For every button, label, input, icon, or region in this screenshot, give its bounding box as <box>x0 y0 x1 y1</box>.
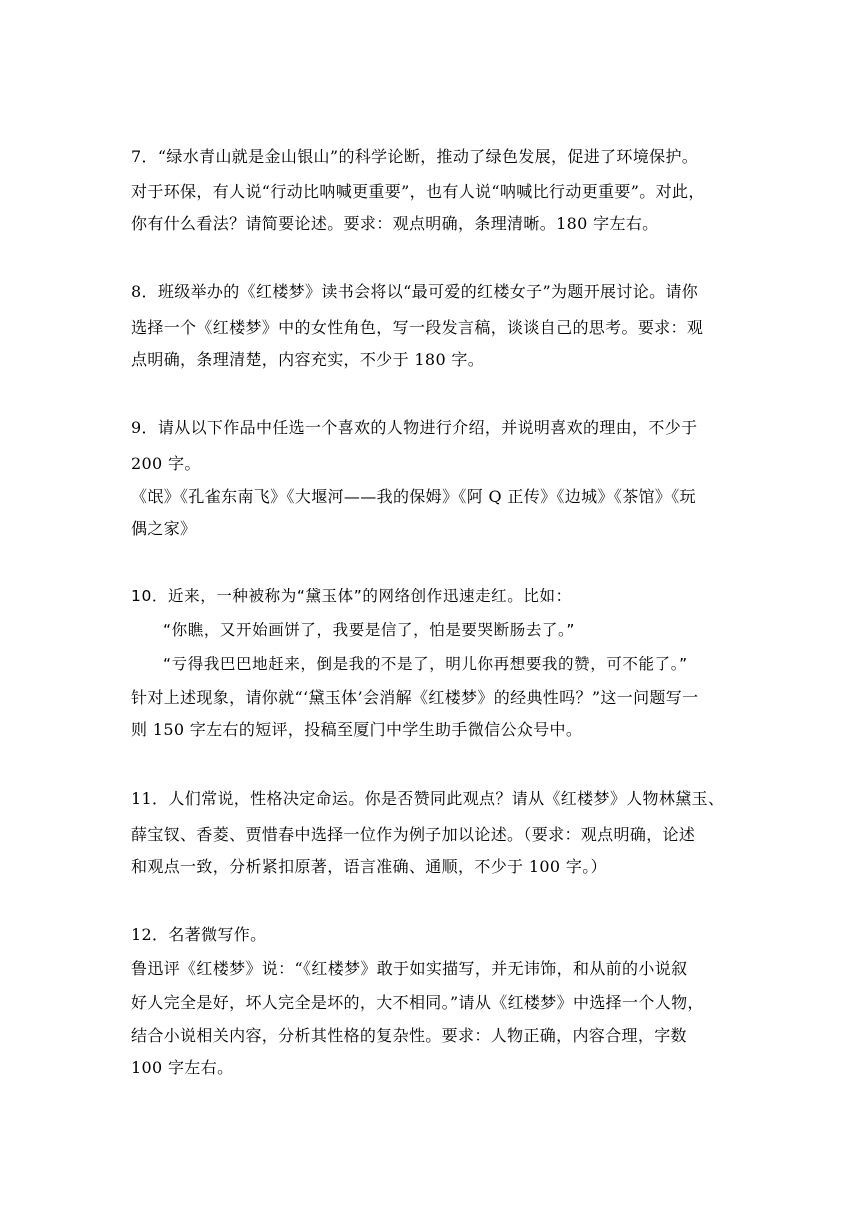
question-10-line-1: 10．近来，一种被称为“黛玉体”的网络创作迅速走红。比如： <box>131 587 572 605</box>
question-9-line-2: 200 字。 <box>131 454 201 473</box>
question-12-line-1: 12．名著微写作。 <box>131 925 267 944</box>
question-9-line-1: 9．请从以下作品中任选一个喜欢的人物进行介绍，并说明喜欢的理由，不少于 <box>131 418 698 437</box>
question-12-line-2: 鲁迅评《红楼梦》说：“《红楼梦》敢于如实描写，并无讳饰，和从前的小说叙 <box>131 959 688 978</box>
question-8-line-1: 8．班级举办的《红楼梦》读书会将以“最可爱的红楼女子”为题开展讨论。请你 <box>131 282 699 301</box>
question-9-works-line-2: 偶之家》 <box>131 519 197 538</box>
question-8-line-2: 选择一个《红楼梦》中的女性角色，写一段发言稿，谈谈自己的思考。要求：观 <box>131 318 704 337</box>
question-7-line-2: 对于环保，有人说“行动比呐喊更重要”，也有人说“呐喊比行动更重要”。对此， <box>131 182 705 201</box>
question-11-line-1: 11．人们常说，性格决定命运。你是否赞同此观点？请从《红楼梦》人物林黛玉、 <box>131 789 725 808</box>
question-10-line-5: 则 150 字左右的短评，投稿至厦门中学生助手微信公众号中。 <box>131 720 583 739</box>
question-11-line-3: 和观点一致，分析紧扣原著，语言准确、通顺，不少于 100 字。） <box>131 857 607 876</box>
question-12-line-5: 100 字左右。 <box>131 1058 234 1077</box>
question-12-line-4: 结合小说相关内容，分析其性格的复杂性。要求：人物正确，内容合理，字数 <box>131 1026 687 1045</box>
question-8-line-3: 点明确，条理清楚，内容充实，不少于 180 字。 <box>131 350 485 369</box>
question-9-works-line-1: 《氓》《孔雀东南飞》《大堰河——我的保姆》《阿 Q 正传》《边城》《茶馆》《玩 <box>131 487 696 506</box>
question-10-quote-1: “你瞧，又开始画饼了，我要是信了，怕是要哭断肠去了。” <box>163 621 576 639</box>
question-10-quote-2: “亏得我巴巴地赶来，倒是我的不是了，明儿你再想要我的赞，可不能了。” <box>163 655 688 673</box>
question-7-line-1: 7．“绿水青山就是金山银山”的科学论断，推动了绿色发展，促进了环境保护。 <box>131 147 699 166</box>
question-7-line-3: 你有什么看法？请简要论述。要求：观点明确，条理清晰。180 字左右。 <box>131 214 659 233</box>
question-12-line-3: 好人完全是好，坏人完全是坏的，大不相同。”请从《红楼梦》中选择一个人物， <box>131 993 704 1012</box>
question-10-line-4: 针对上述现象，请你就“‘黛玉体’会消解《红楼梦》的经典性吗？”这一问题写一 <box>131 688 699 707</box>
question-11-line-2: 薛宝钗、香菱、贾惜春中选择一位作为例子加以论述。（要求：观点明确，论述 <box>131 825 696 844</box>
